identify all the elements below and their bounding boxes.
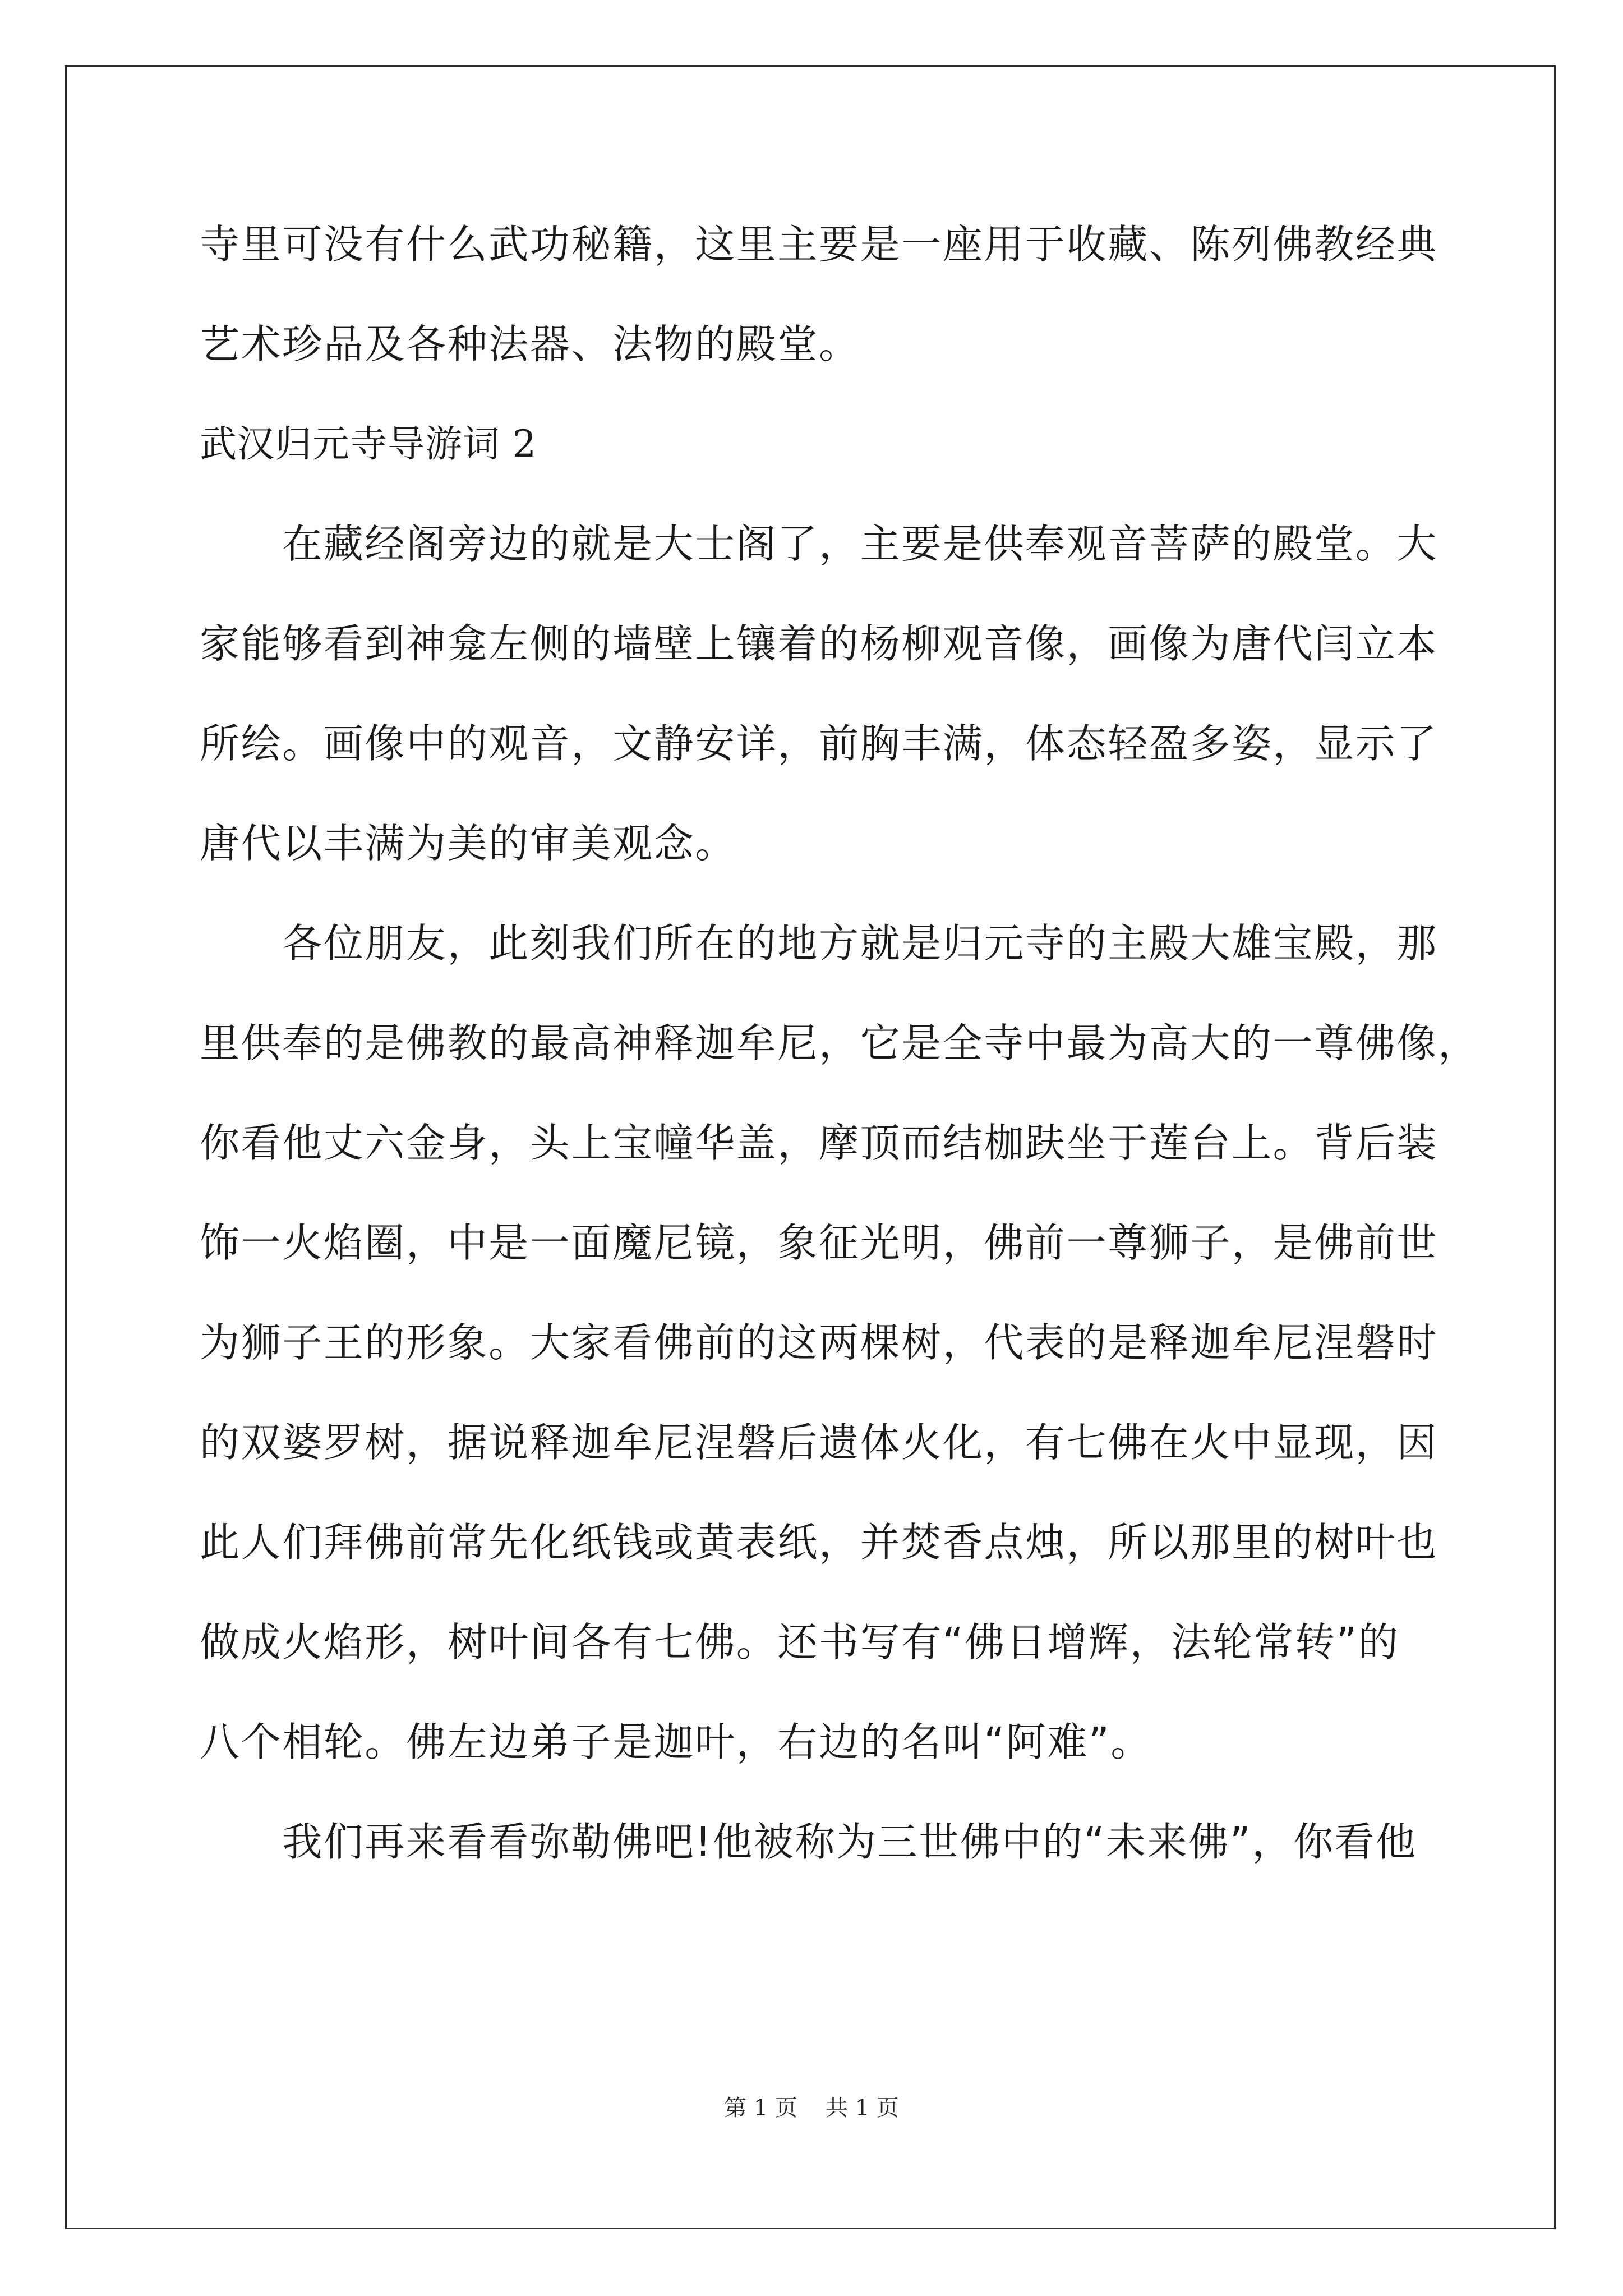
text-line: 你看他丈六金身，头上宝幢华盖，摩顶而结枷趺坐于莲台上。背后装 <box>200 1120 1438 1166</box>
text-line: 为狮子王的形象。大家看佛前的这两棵树，代表的是释迦牟尼涅磐时 <box>200 1319 1438 1366</box>
text-line: 我们再来看看弥勒佛吧!他被称为三世佛中的“未来佛”，你看他 <box>200 1819 1417 1865</box>
text-line: 此人们拜佛前常先化纸钱或黄表纸，并焚香点烛，所以那里的树叶也 <box>200 1519 1438 1566</box>
section-heading: 武汉归元寺导游词 2 <box>200 422 537 466</box>
text-line: 家能够看到神龛左侧的墙壁上镶着的杨柳观音像，画像为唐代闫立本 <box>200 620 1438 667</box>
text-line: 寺里可没有什么武功秘籍，这里主要是一座用于收藏、陈列佛教经典 <box>200 221 1438 268</box>
text-line: 做成火焰形，树叶间各有七佛。还书写有“佛日增辉，法轮常转”的 <box>200 1619 1400 1665</box>
text-line: 唐代以丰满为美的审美观念。 <box>200 820 736 867</box>
text-line: 艺术珍品及各种法器、法物的殿堂。 <box>200 321 860 367</box>
page-total: 共 1 页 <box>826 2095 899 2121</box>
text-line: 的双婆罗树，据说释迦牟尼涅磐后遗体火化，有七佛在火中显现，因 <box>200 1419 1438 1466</box>
text-line: 八个相轮。佛左边弟子是迦叶，右边的名叫“阿难”。 <box>200 1719 1152 1765</box>
document-body <box>200 221 1479 1922</box>
page-footer <box>0 2090 1623 2122</box>
text-line: 饰一火焰圈，中是一面魔尼镜，象征光明，佛前一尊狮子，是佛前世 <box>200 1220 1438 1266</box>
page-number: 第 1 页 <box>724 2095 797 2121</box>
text-line: 里供奉的是佛教的最高神释迦牟尼，它是全寺中最为高大的一尊佛像， <box>200 1020 1479 1066</box>
text-line: 各位朋友，此刻我们所在的地方就是归元寺的主殿大雄宝殿，那 <box>200 920 1438 967</box>
text-line: 在藏经阁旁边的就是大士阁了，主要是供奉观音菩萨的殿堂。大 <box>200 521 1438 567</box>
text-line: 所绘。画像中的观音，文静安详，前胸丰满，体态轻盈多姿，显示了 <box>200 720 1438 767</box>
